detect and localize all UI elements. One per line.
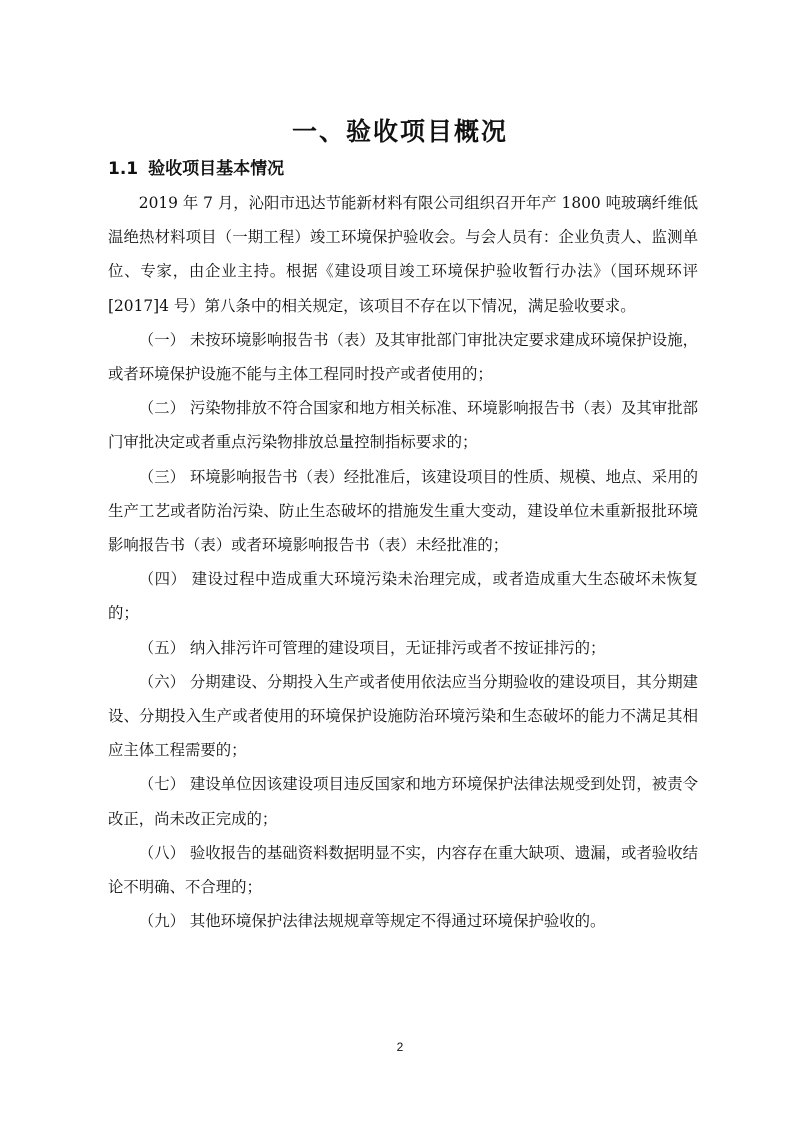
section-number: 1.1 — [108, 159, 139, 179]
page-number: 2 — [396, 1040, 404, 1054]
intro-paragraph: 2019 年 7 月，沁阳市迅达节能新材料有限公司组织召开年产 1800 吨玻璃纤维低温绝热材料项目（一期工程）竣工环境保护验收会。与会人员有：企业负责人、监测单位、专家，由企业主持。根据《建设项目竣工环境保护验收暂行办法》（国环规环评[2017]4 号）第八条中的相关规定，该项目不存在以下情况，满足验收要求。 — [108, 194, 698, 315]
condition-item-9: （九） 其他环境保护法律法规规章等规定不得通过环境保护验收的。 — [138, 912, 606, 931]
page-title: 一、验收项目概况 — [291, 117, 508, 146]
condition-item-7: （七） 建设单位因该建设项目违反国家和地方环境保护法律法规受到处罚，被责令改正，尚未改正完成的； — [108, 775, 698, 828]
condition-item-4: （四） 建设过程中造成重大环境污染未治理完成，或者造成重大生态破坏未恢复的； — [108, 570, 698, 623]
condition-item-1: （一） 未按环境影响报告书（表）及其审批部门审批决定要求建成环境保护设施，或者环境保护设施不能与主体工程同时投产或者使用的； — [108, 330, 698, 384]
condition-item-5: （五） 纳入排污许可管理的建设项目，无证排污或者不按证排污的； — [138, 638, 606, 657]
condition-item-3: （三） 环境影响报告书（表）经批准后，该建设项目的性质、规模、地点、采用的生产工艺或者防治污染、防止生态破坏的措施发生重大变动，建设单位未重新报批环境影响报告书（表）或者环境影响报告书（表）未经批准的； — [108, 467, 698, 555]
section-title: 验收项目基本情况 — [148, 159, 285, 179]
condition-item-2: （二） 污染物排放不符合国家和地方相关标准、环境影响报告书（表）及其审批部门审批决定或者重点污染物排放总量控制指标要求的； — [108, 399, 698, 452]
section-heading — [108, 154, 284, 179]
condition-item-6: （六） 分期建设、分期投入生产或者使用依法应当分期验收的建设项目，其分期建设、分期投入生产或者使用的环境保护设施防治环境污染和生态破坏的能力不满足其相应主体工程需要的； — [108, 672, 698, 760]
body-text — [108, 186, 698, 938]
condition-item-8: （八） 验收报告的基础资料数据明显不实，内容存在重大缺项、遗漏，或者验收结论不明确、不合理的； — [108, 843, 698, 897]
